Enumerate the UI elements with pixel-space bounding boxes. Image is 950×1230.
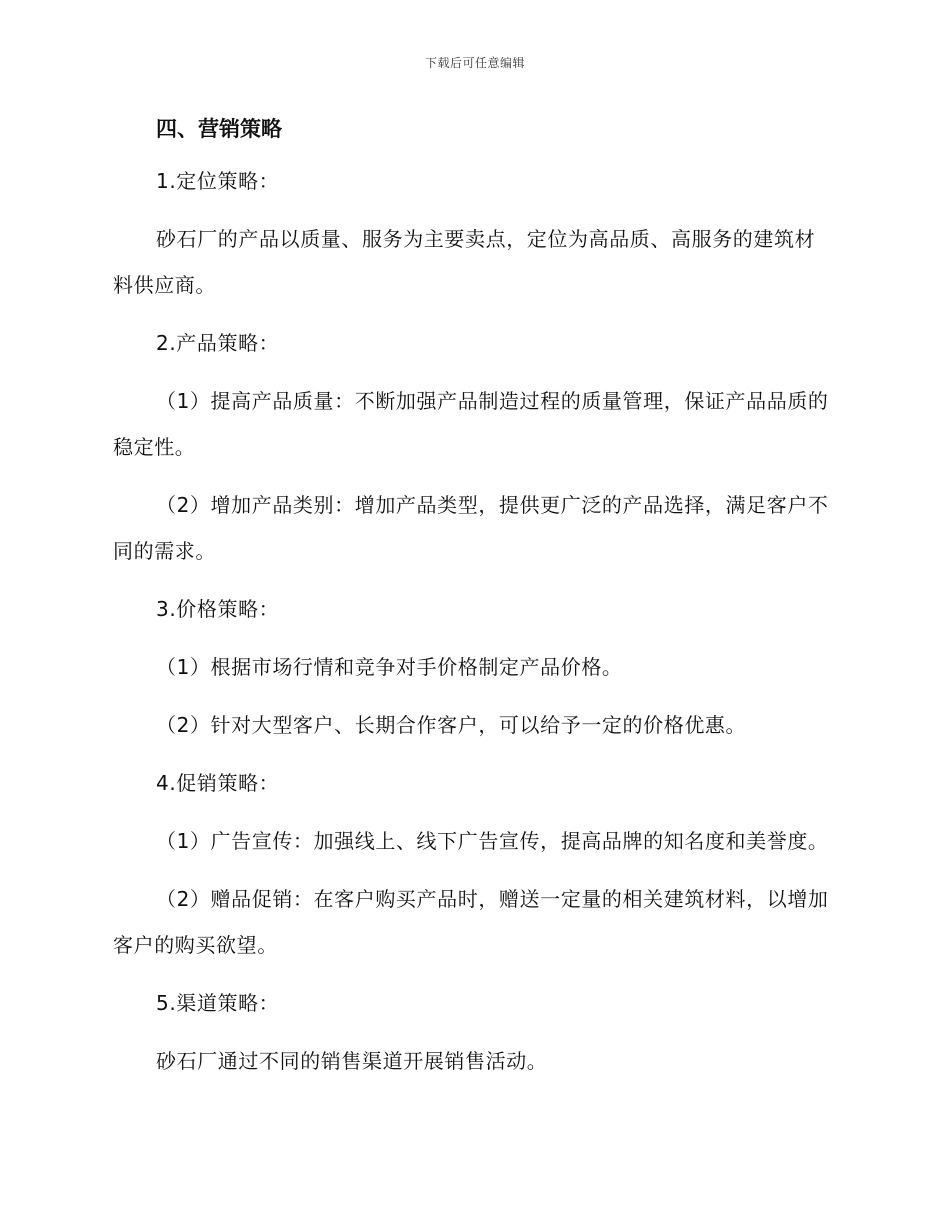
document-body	[113, 112, 833, 1084]
paragraph-positioning-heading: 1.定位策略：	[156, 169, 280, 193]
paragraph-promotion-heading: 4.促销策略：	[156, 771, 280, 795]
paragraph-price-market: （1）根据市场行情和竞争对手价格制定产品价格。	[156, 655, 623, 679]
paragraph-price-heading: 3.价格策略：	[156, 597, 280, 621]
paragraph-product-variety: （2）增加产品类别：增加产品类型，提供更广泛的产品选择，满足客户不同的需求。	[113, 493, 829, 563]
header-note: 下载后可任意编辑	[424, 56, 525, 70]
paragraph-positioning-body: 砂石厂的产品以质量、服务为主要卖点，定位为高品质、高服务的建筑材料供应商。	[113, 227, 816, 297]
paragraph-promotion-ads: （1）广告宣传：加强线上、线下广告宣传，提高品牌的知名度和美誉度。	[156, 829, 829, 853]
paragraph-channel-body: 砂石厂通过不同的销售渠道开展销售活动。	[156, 1049, 548, 1073]
paragraph-product-quality: （1）提高产品质量：不断加强产品制造过程的质量管理，保证产品品质的稳定性。	[113, 389, 829, 459]
section-title: 四、营销策略	[156, 117, 282, 141]
paragraph-price-discount: （2）针对大型客户、长期合作客户，可以给予一定的价格优惠。	[156, 713, 747, 737]
paragraph-promotion-gifts: （2）赠品促销：在客户购买产品时，赠送一定量的相关建筑材料，以增加客户的购买欲望。	[113, 887, 829, 957]
paragraph-product-heading: 2.产品策略：	[156, 331, 280, 355]
paragraph-channel-heading: 5.渠道策略：	[156, 991, 280, 1015]
